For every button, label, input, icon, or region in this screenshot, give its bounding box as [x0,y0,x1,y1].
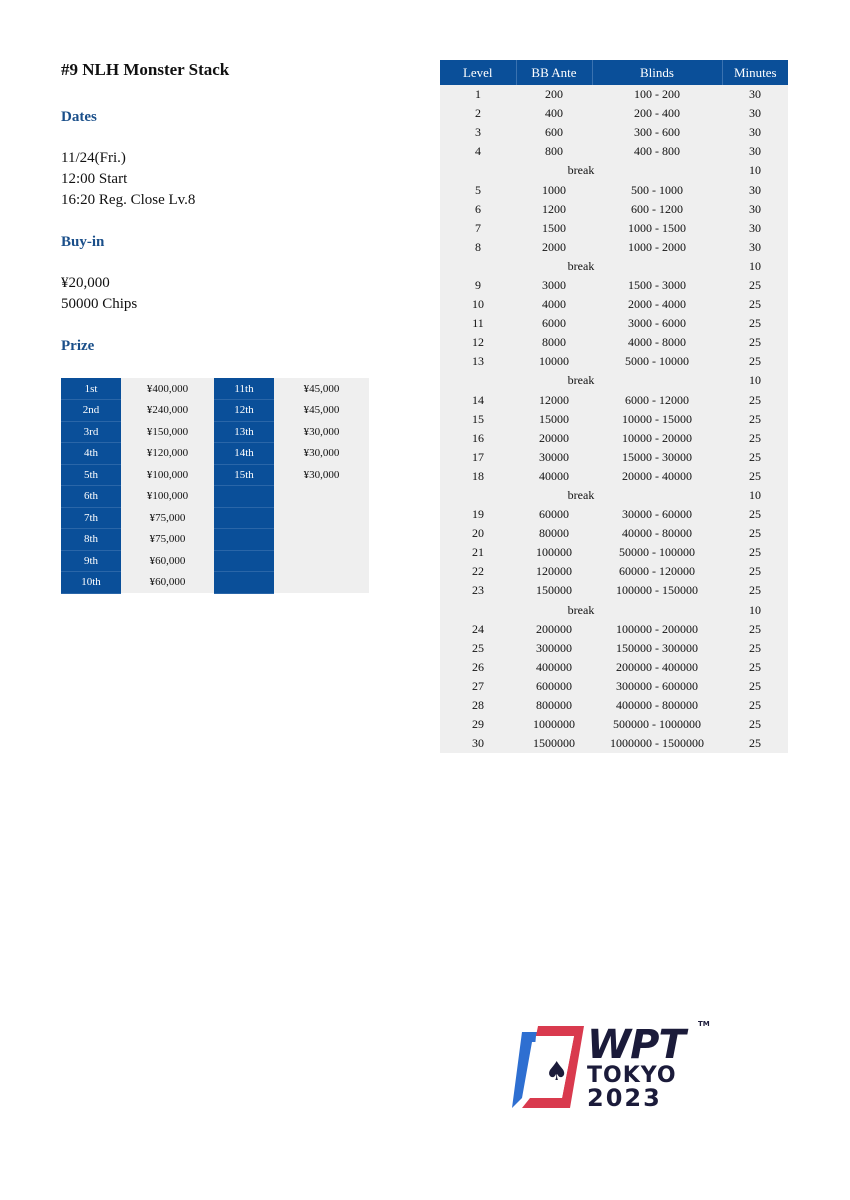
level-row [440,448,788,467]
level-cell: 7 [440,219,516,238]
blinds-cell: 500000 - 1000000 [592,715,722,734]
level-row [440,429,788,448]
prize-row [61,486,369,508]
prize-amount [274,486,369,508]
dates-heading: Dates [61,109,97,125]
minutes-cell: 10 [722,486,788,505]
blinds-cell: 10000 - 20000 [592,429,722,448]
logo-city: TOKYO [587,1063,677,1088]
level-cell: 24 [440,620,516,639]
bb-ante-cell: 40000 [516,467,592,486]
prize-row [61,443,369,465]
prize-amount: ¥45,000 [274,400,369,422]
prize-row [61,507,369,529]
bb-ante-cell: 200000 [516,620,592,639]
prize-place: 15th [214,464,274,486]
level-row [440,715,788,734]
prize-row [61,378,369,400]
minutes-cell: 25 [722,448,788,467]
bb-ante-cell: 10000 [516,352,592,371]
level-row [440,219,788,238]
minutes-cell: 25 [722,505,788,524]
prize-amount [274,529,369,551]
level-row [440,410,788,429]
header-bb-ante: BB Ante [516,60,592,85]
level-cell: 28 [440,696,516,715]
bb-ante-cell: 600 [516,123,592,142]
level-row [440,524,788,543]
minutes-cell: 25 [722,543,788,562]
bb-ante-cell: 400000 [516,658,592,677]
level-cell: 18 [440,467,516,486]
prize-amount: ¥240,000 [121,400,214,422]
minutes-cell: 25 [722,352,788,371]
level-cell: 9 [440,276,516,295]
level-cell: 5 [440,180,516,199]
minutes-cell: 10 [722,161,788,180]
bb-ante-cell: 800 [516,142,592,161]
prize-amount: ¥30,000 [274,464,369,486]
blinds-cell: 5000 - 10000 [592,352,722,371]
bb-ante-cell: 60000 [516,505,592,524]
level-cell: 26 [440,658,516,677]
prize-place: 13th [214,421,274,443]
prize-place: 11th [214,378,274,400]
prize-place: 12th [214,400,274,422]
break-row [440,601,788,620]
prize-place [214,486,274,508]
level-cell: 27 [440,677,516,696]
blinds-cell: 3000 - 6000 [592,314,722,333]
prize-amount: ¥120,000 [121,443,214,465]
level-row [440,123,788,142]
blinds-cell: 600 - 1200 [592,200,722,219]
minutes-cell: 25 [722,467,788,486]
level-row [440,620,788,639]
prize-amount: ¥75,000 [121,507,214,529]
header-level: Level [440,60,516,85]
header-blinds: Blinds [592,60,722,85]
level-cell: 11 [440,314,516,333]
blinds-cell: 200000 - 400000 [592,658,722,677]
minutes-cell: 30 [722,238,788,257]
blinds-cell: 1000 - 2000 [592,238,722,257]
level-row [440,104,788,123]
prize-row [61,400,369,422]
level-row [440,677,788,696]
blinds-cell: 4000 - 8000 [592,333,722,352]
level-cell: 30 [440,734,516,753]
blinds-cell: 15000 - 30000 [592,448,722,467]
bb-ante-cell: 1000000 [516,715,592,734]
level-cell: 17 [440,448,516,467]
minutes-cell: 25 [722,620,788,639]
break-label: break [440,257,722,276]
level-cell: 16 [440,429,516,448]
level-cell: 6 [440,200,516,219]
minutes-cell: 25 [722,696,788,715]
level-cell: 15 [440,410,516,429]
level-cell: 4 [440,142,516,161]
date-line: 11/24(Fri.) [61,150,126,166]
minutes-cell: 25 [722,524,788,543]
level-row [440,734,788,753]
bb-ante-cell: 1000 [516,180,592,199]
prize-place: 1st [61,378,121,400]
bb-ante-cell: 800000 [516,696,592,715]
minutes-cell: 25 [722,734,788,753]
blinds-cell: 500 - 1000 [592,180,722,199]
minutes-cell: 25 [722,429,788,448]
prize-place: 8th [61,529,121,551]
bb-ante-cell: 2000 [516,238,592,257]
structure-header-row [440,60,788,85]
minutes-cell: 30 [722,123,788,142]
prize-place: 14th [214,443,274,465]
prize-amount: ¥30,000 [274,421,369,443]
level-cell: 22 [440,562,516,581]
bb-ante-cell: 1500000 [516,734,592,753]
minutes-cell: 25 [722,658,788,677]
level-row [440,658,788,677]
minutes-cell: 25 [722,276,788,295]
prize-amount [274,572,369,594]
logo-spade-icon: ♠ [545,1057,569,1087]
prize-amount: ¥60,000 [121,572,214,594]
event-title: #9 NLH Monster Stack [61,60,230,79]
prize-place: 7th [61,507,121,529]
bb-ante-cell: 6000 [516,314,592,333]
logo-brand: WPT [587,1022,685,1068]
blinds-cell: 6000 - 12000 [592,391,722,410]
prize-amount: ¥100,000 [121,464,214,486]
level-row [440,639,788,658]
prize-amount: ¥400,000 [121,378,214,400]
bb-ante-cell: 150000 [516,581,592,600]
minutes-cell: 25 [722,333,788,352]
bb-ante-cell: 120000 [516,562,592,581]
buyin-chips-line: 50000 Chips [61,296,138,312]
level-row [440,276,788,295]
level-row [440,238,788,257]
minutes-cell: 25 [722,314,788,333]
bb-ante-cell: 3000 [516,276,592,295]
level-row [440,85,788,104]
bb-ante-cell: 8000 [516,333,592,352]
minutes-cell: 25 [722,715,788,734]
bb-ante-cell: 15000 [516,410,592,429]
reg-close-line: 16:20 Reg. Close Lv.8 [61,192,196,208]
header-minutes: Minutes [722,60,788,85]
blinds-cell: 10000 - 15000 [592,410,722,429]
prize-heading: Prize [61,338,95,354]
break-row [440,371,788,390]
prize-place: 2nd [61,400,121,422]
break-row [440,257,788,276]
prize-place: 9th [61,550,121,572]
minutes-cell: 30 [722,142,788,161]
logo-trademark: TM [698,1020,710,1028]
prize-place: 10th [61,572,121,594]
prize-amount: ¥45,000 [274,378,369,400]
prize-amount: ¥150,000 [121,421,214,443]
break-label: break [440,161,722,180]
bb-ante-cell: 20000 [516,429,592,448]
minutes-cell: 30 [722,219,788,238]
break-label: break [440,371,722,390]
minutes-cell: 30 [722,85,788,104]
prize-row [61,572,369,594]
prize-amount: ¥60,000 [121,550,214,572]
level-row [440,467,788,486]
blind-structure-table [440,60,788,753]
prize-place: 5th [61,464,121,486]
level-cell: 8 [440,238,516,257]
level-row [440,505,788,524]
prize-row [61,529,369,551]
break-row [440,486,788,505]
blinds-cell: 20000 - 40000 [592,467,722,486]
blinds-cell: 300 - 600 [592,123,722,142]
prize-row [61,464,369,486]
level-cell: 21 [440,543,516,562]
level-row [440,314,788,333]
break-row [440,161,788,180]
prize-amount: ¥30,000 [274,443,369,465]
bb-ante-cell: 600000 [516,677,592,696]
bb-ante-cell: 400 [516,104,592,123]
blinds-cell: 40000 - 80000 [592,524,722,543]
level-cell: 20 [440,524,516,543]
level-cell: 2 [440,104,516,123]
blinds-cell: 1000000 - 1500000 [592,734,722,753]
bb-ante-cell: 12000 [516,391,592,410]
minutes-cell: 25 [722,410,788,429]
level-cell: 14 [440,391,516,410]
level-cell: 13 [440,352,516,371]
prize-place [214,507,274,529]
minutes-cell: 25 [722,391,788,410]
level-cell: 19 [440,505,516,524]
blinds-cell: 60000 - 120000 [592,562,722,581]
minutes-cell: 25 [722,562,788,581]
bb-ante-cell: 80000 [516,524,592,543]
blinds-cell: 150000 - 300000 [592,639,722,658]
minutes-cell: 10 [722,257,788,276]
blinds-cell: 1500 - 3000 [592,276,722,295]
bb-ante-cell: 1200 [516,200,592,219]
prize-amount: ¥75,000 [121,529,214,551]
bb-ante-cell: 1500 [516,219,592,238]
minutes-cell: 30 [722,200,788,219]
blinds-cell: 300000 - 600000 [592,677,722,696]
blinds-cell: 100 - 200 [592,85,722,104]
minutes-cell: 10 [722,601,788,620]
level-row [440,333,788,352]
minutes-cell: 25 [722,581,788,600]
blinds-cell: 50000 - 100000 [592,543,722,562]
prize-place: 3rd [61,421,121,443]
bb-ante-cell: 200 [516,85,592,104]
minutes-cell: 30 [722,180,788,199]
minutes-cell: 30 [722,104,788,123]
logo-year: 2023 [587,1084,662,1112]
blinds-cell: 1000 - 1500 [592,219,722,238]
level-cell: 29 [440,715,516,734]
level-cell: 3 [440,123,516,142]
blinds-cell: 200 - 400 [592,104,722,123]
bb-ante-cell: 100000 [516,543,592,562]
break-label: break [440,486,722,505]
prize-place [214,529,274,551]
level-row [440,352,788,371]
blinds-cell: 400000 - 800000 [592,696,722,715]
blinds-cell: 2000 - 4000 [592,295,722,314]
prize-amount [274,550,369,572]
minutes-cell: 10 [722,371,788,390]
start-time-line: 12:00 Start [61,171,128,187]
bb-ante-cell: 300000 [516,639,592,658]
prize-amount: ¥100,000 [121,486,214,508]
prize-place: 6th [61,486,121,508]
minutes-cell: 25 [722,639,788,658]
prize-table [61,378,369,594]
level-cell: 23 [440,581,516,600]
level-row [440,200,788,219]
buyin-heading: Buy-in [61,234,105,250]
prize-place [214,572,274,594]
buyin-price-line: ¥20,000 [61,275,110,291]
prize-row [61,550,369,572]
level-cell: 25 [440,639,516,658]
level-row [440,295,788,314]
prize-row [61,421,369,443]
level-row [440,562,788,581]
level-row [440,180,788,199]
break-label: break [440,601,722,620]
level-row [440,543,788,562]
minutes-cell: 25 [722,295,788,314]
level-cell: 10 [440,295,516,314]
bb-ante-cell: 30000 [516,448,592,467]
prize-place [214,550,274,572]
level-row [440,696,788,715]
level-row [440,142,788,161]
blinds-cell: 30000 - 60000 [592,505,722,524]
level-row [440,581,788,600]
prize-place: 4th [61,443,121,465]
level-row [440,391,788,410]
level-cell: 12 [440,333,516,352]
bb-ante-cell: 4000 [516,295,592,314]
minutes-cell: 25 [722,677,788,696]
blinds-cell: 100000 - 200000 [592,620,722,639]
prize-amount [274,507,369,529]
level-cell: 1 [440,85,516,104]
blinds-cell: 400 - 800 [592,142,722,161]
blinds-cell: 100000 - 150000 [592,581,722,600]
